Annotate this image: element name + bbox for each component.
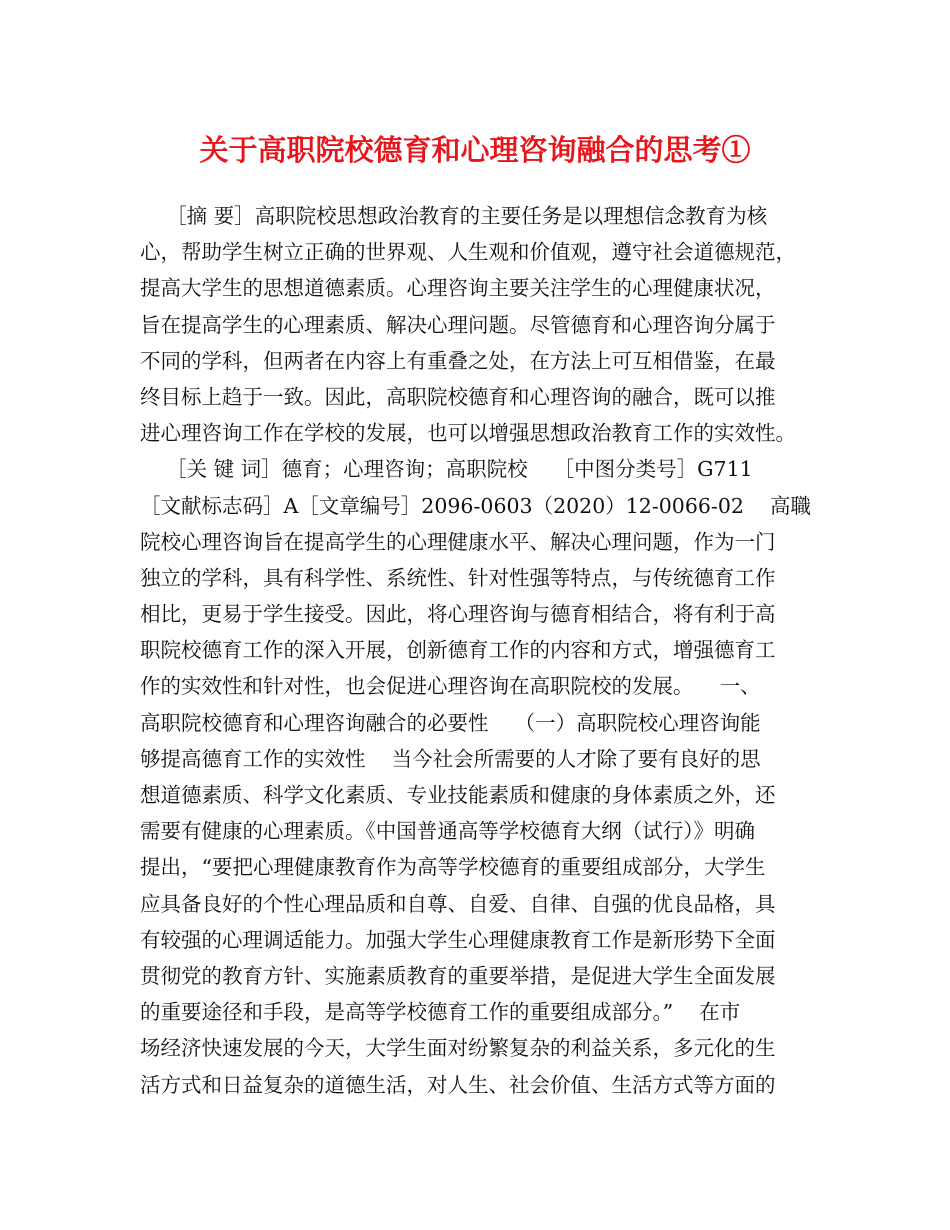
text-line: 有较强的心理调适能力。加强大学生心理健康教育工作是新形势下全面 <box>140 927 776 952</box>
text-line: 应具备良好的个性心理品质和自尊、自爱、自律、自强的优良品格，具 <box>140 891 776 916</box>
text-line: 场经济快速发展的今天，大学生面对纷繁复杂的利益关系，多元化的生 <box>140 1036 776 1061</box>
text-line: 心，帮助学生树立正确的世界观、人生观和价值观，遵守社会道德规范， <box>140 240 796 265</box>
text-line: 高职院校德育和心理咨询融合的必要性 （一）高职院校心理咨询能 <box>140 710 761 735</box>
text-line: 终目标上趋于一致。因此，高职院校德育和心理咨询的融合，既可以推 <box>140 384 776 409</box>
text-line: 提高大学生的思想道德素质。心理咨询主要关注学生的心理健康状况， <box>140 276 776 301</box>
text-line: 需要有健康的心理素质。《中国普通高等学校德育大纲（试行）》明确 <box>140 819 755 844</box>
text-line: 职院校德育工作的深入开展，创新德育工作的内容和方式，增强德育工 <box>140 638 776 663</box>
text-line: 独立的学科，具有科学性、系统性、针对性强等特点，与传统德育工作 <box>140 565 776 590</box>
text-line: 院校心理咨询旨在提高学生的心理健康水平、解决心理问题，作为一门 <box>140 529 776 554</box>
text-line: 活方式和日益复杂的道德生活，对人生、社会价值、生活方式等方面的 <box>140 1072 776 1097</box>
text-line: 想道德素质、科学文化素质、专业技能素质和健康的身体素质之外，还 <box>140 783 776 807</box>
text-line: ［关 键 词］德育；心理咨询；高职院校 ［中图分类号］G711 <box>140 457 753 482</box>
text-line: 的重要途径和手段，是高等学校德育工作的重要组成部分。” 在市 <box>140 1000 741 1025</box>
text-line: 不同的学科，但两者在内容上有重叠之处，在方法上可互相借鉴，在最 <box>140 348 776 373</box>
text-line: 作的实效性和针对性，也会促进心理咨询在高职院校的发展。 一、 <box>140 674 761 699</box>
text-line: 贯彻党的教育方针、实施素质教育的重要举措，是促进大学生全面发展 <box>140 963 776 988</box>
text-line: 提出，“要把心理健康教育作为高等学校德育的重要组成部分，大学生 <box>140 855 766 880</box>
text-line: ［摘 要］高职院校思想政治教育的主要任务是以理想信念教育为核 <box>140 204 768 228</box>
text-line: 相比，更易于学生接受。因此，将心理咨询与德育相结合，将有利于高 <box>140 602 776 627</box>
document-body <box>140 198 820 1103</box>
text-line: 进心理咨询工作在学校的发展，也可以增强思想政治教育工作的实效性。 <box>140 421 796 446</box>
text-line: ［文献标志码］A［文章编号］2096-0603（2020）12-0066-02 高職 <box>140 493 812 518</box>
text-line: 够提高德育工作的实效性 当今社会所需要的人才除了要有良好的思 <box>140 746 761 771</box>
text-line: 旨在提高学生的心理素质、解决心理问题。尽管德育和心理咨询分属于 <box>140 312 776 337</box>
document-title: 关于高职院校德育和心理咨询融合的思考① <box>199 133 751 167</box>
